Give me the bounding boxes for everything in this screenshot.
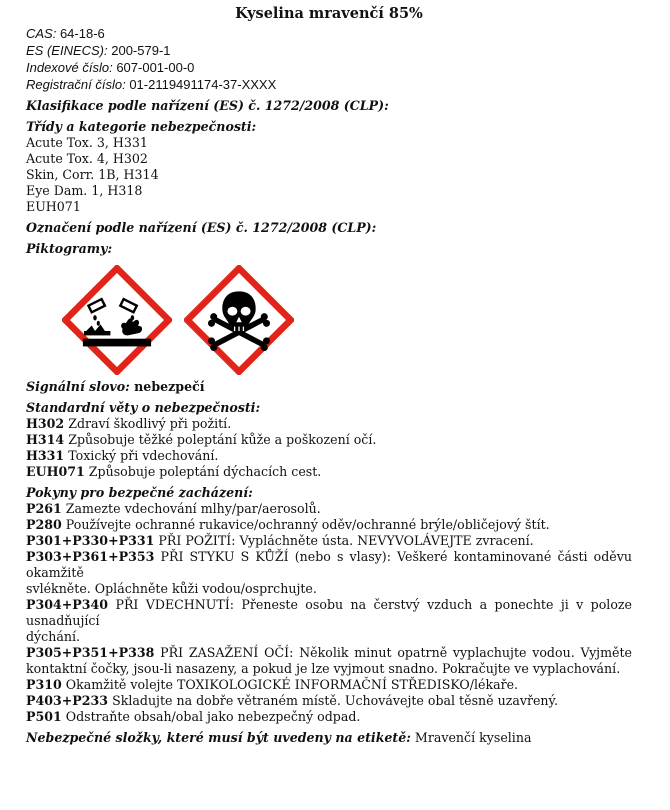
precautionary-statements-list xyxy=(26,501,632,725)
statement-text: PŘI VDECHNUTÍ: Přeneste osobu na čerstvý vzduch a ponechte ji v poloze xyxy=(108,597,632,612)
identifier-value: 01-2119491174-37-XXXX xyxy=(125,77,277,92)
precautionary-statement xyxy=(26,597,632,613)
hazard-class-item: Eye Dam. 1, H318 xyxy=(26,183,143,198)
precautionary-statement xyxy=(26,645,632,661)
classification-heading: Klasifikace podle nařízení (ES) č. 1272/2008 (CLP): xyxy=(26,98,389,113)
statement-code: H302 xyxy=(26,416,65,431)
statement-code: P305+P351+P338 xyxy=(26,645,155,660)
labelling-heading: Označení podle nařízení (ES) č. 1272/2008 (CLP): xyxy=(26,220,377,235)
hazard-statement xyxy=(26,464,632,480)
statement-text: Okamžitě volejte TOXIKOLOGICKÉ INFORMAČNÍ STŘEDISKO/lékaře. xyxy=(61,677,519,692)
statement-text: Toxický při vdechování. xyxy=(64,448,219,463)
hazard-class-item: Skin, Corr. 1B, H314 xyxy=(26,167,159,182)
statement-continuation: kontaktní čočky, jsou-li nasazeny, a pokud je lze vyjmout snadno. Pokračujte ve vyplachování. xyxy=(26,661,621,676)
hazard-class-item: EUH071 xyxy=(26,199,81,214)
identifier-label: Indexové číslo: xyxy=(26,60,113,75)
statement-code: H331 xyxy=(26,448,65,463)
statement-continuation: svlékněte. Opláchněte kůži vodou/osprchujte. xyxy=(26,581,317,596)
statement-code: P280 xyxy=(26,517,62,532)
identifiers-block xyxy=(26,25,632,93)
precautionary-statement xyxy=(26,517,632,533)
precautionary-statement xyxy=(26,709,632,725)
statement-code: P403+P233 xyxy=(26,693,109,708)
hazard-classes-heading: Třídy a kategorie nebezpečnosti: xyxy=(26,119,257,134)
hazard-class-item: Acute Tox. 3, H331 xyxy=(26,135,148,150)
identifier-value: 200-579-1 xyxy=(107,43,171,58)
identifier-value: 64-18-6 xyxy=(56,26,105,41)
statement-continuation: okamžitě xyxy=(26,565,84,580)
identifier-einecs xyxy=(26,42,632,59)
statement-text: Zdraví škodlivý při požití. xyxy=(64,416,232,431)
statement-text: Zamezte vdechování mlhy/par/aerosolů. xyxy=(61,501,321,516)
precautionary-heading: Pokyny pro bezpečné zacházení: xyxy=(26,485,253,500)
identifier-value: 607-001-00-0 xyxy=(112,60,195,75)
statement-continuation: usnadňující xyxy=(26,613,100,628)
identifier-label: CAS: xyxy=(26,26,57,41)
corrosion-pictogram-icon xyxy=(62,265,172,375)
precautionary-statement xyxy=(26,677,632,693)
label-components-heading: Nebezpečné složky, které musí být uvedeny na etiketě: xyxy=(26,730,411,745)
hazard-statements-heading: Standardní věty o nebezpečnosti: xyxy=(26,400,261,415)
hazard-statement xyxy=(26,432,632,448)
signal-word-label: Signální slovo: xyxy=(26,379,130,394)
hazard-class-item: Acute Tox. 4, H302 xyxy=(26,151,148,166)
statement-code: P301+P330+P331 xyxy=(26,533,155,548)
statement-text: Způsobuje poleptání dýchacích cest. xyxy=(84,464,322,479)
document-title: Kyselina mravenčí 85% xyxy=(235,5,423,22)
statement-code: H314 xyxy=(26,432,65,447)
statement-code: EUH071 xyxy=(26,464,85,479)
hazard-classes-list xyxy=(26,135,632,215)
label-components-value: Mravenčí kyselina xyxy=(410,730,532,745)
identifier-label: ES (EINECS): xyxy=(26,43,108,58)
statement-continuation: dýchání. xyxy=(26,629,80,644)
statement-code: P310 xyxy=(26,677,62,692)
pictograms-heading: Piktogramy: xyxy=(26,241,113,256)
identifier-label: Registrační číslo: xyxy=(26,77,126,92)
precautionary-statement xyxy=(26,693,632,709)
statement-text: Používejte ochranné rukavice/ochranný oděv/ochranné brýle/obličejový štít. xyxy=(61,517,550,532)
statement-code: P501 xyxy=(26,709,62,724)
statement-text: Způsobuje těžké poleptání kůže a poškození očí. xyxy=(64,432,377,447)
hazard-statements-list xyxy=(26,416,632,480)
precautionary-statement xyxy=(26,549,632,565)
statement-code: P261 xyxy=(26,501,62,516)
identifier-registration xyxy=(26,76,632,93)
hazard-statement xyxy=(26,448,632,464)
label-components-line xyxy=(26,730,632,746)
identifier-index xyxy=(26,59,632,76)
signal-word-line xyxy=(26,379,632,395)
hazard-statement xyxy=(26,416,632,432)
pictograms-row xyxy=(26,259,632,375)
statement-text: Skladujte na dobře větraném místě. Uchovávejte obal těsně uzavřený. xyxy=(108,693,558,708)
precautionary-statement xyxy=(26,501,632,517)
statement-text: PŘI STYKU S KŮŽÍ (nebo s vlasy): Veškeré kontaminované části oděvu xyxy=(154,549,632,564)
statement-code: P304+P340 xyxy=(26,597,109,612)
identifier-cas xyxy=(26,25,632,42)
statement-text: Odstraňte obsah/obal jako nebezpečný odpad. xyxy=(61,709,361,724)
statement-code: P303+P361+P353 xyxy=(26,549,155,564)
skull-crossbones-pictogram-icon xyxy=(184,265,294,375)
signal-word-value: nebezpečí xyxy=(129,379,205,394)
statement-text: PŘI ZASAŽENÍ OČÍ: Několik minut opatrně vyplachujte vodou. Vyjměte xyxy=(154,645,632,660)
precautionary-statement xyxy=(26,533,632,549)
statement-text: PŘI POŽITÍ: Vypláchněte ústa. NEVYVOLÁVEJTE zvracení. xyxy=(154,533,534,548)
